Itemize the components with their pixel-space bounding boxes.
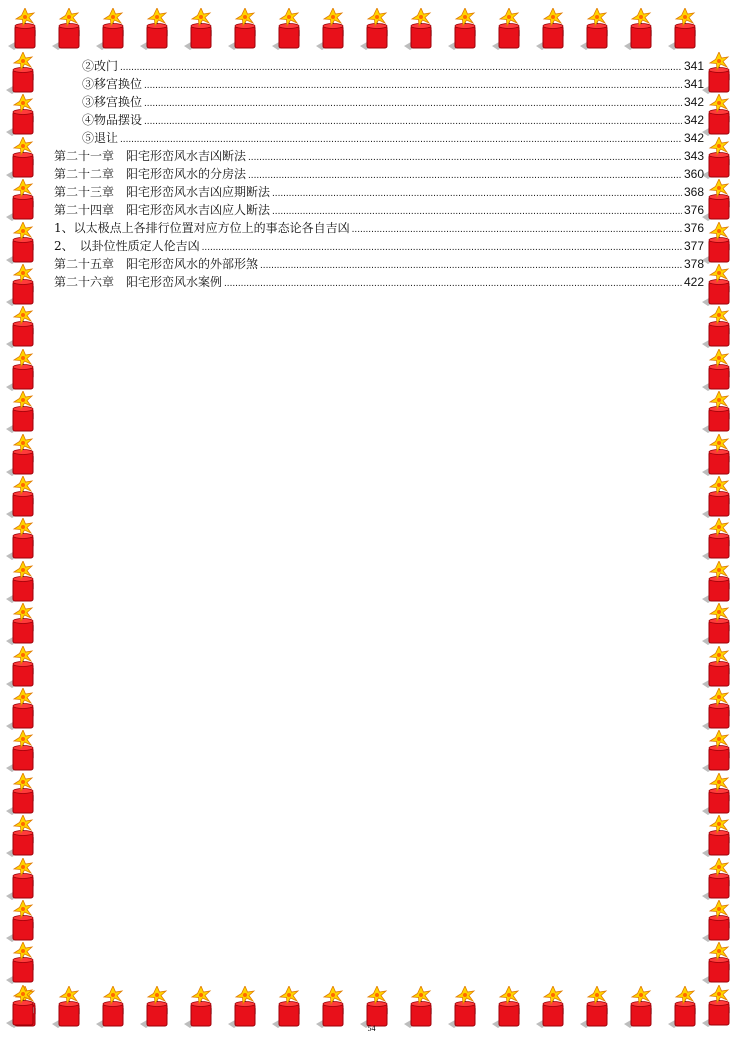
firecracker-icon	[4, 434, 44, 478]
firecracker-icon	[4, 603, 44, 647]
firecracker-icon	[4, 306, 44, 350]
firecracker-icon	[4, 518, 44, 562]
toc-entry[interactable]	[54, 255, 704, 273]
toc-entry-title: 第二十二章 阳宅形峦风水的分房法	[54, 167, 247, 181]
toc-entry-page: 422	[683, 275, 704, 289]
firecracker-icon	[700, 476, 740, 520]
toc-entry-title: 第二十五章 阳宅形峦风水的外部形煞	[54, 257, 259, 271]
firecracker-icon	[622, 8, 662, 52]
toc-dot-leader	[144, 111, 682, 131]
firecracker-icon	[490, 8, 530, 52]
firecracker-icon	[700, 349, 740, 393]
firecracker-icon	[4, 349, 44, 393]
firecracker-icon	[534, 8, 574, 52]
toc-entry-title: ③移宫换位	[82, 95, 143, 109]
toc-entry[interactable]	[54, 165, 704, 183]
firecracker-icon	[4, 942, 44, 986]
toc-entry-page: 342	[683, 95, 704, 109]
firecracker-icon	[4, 391, 44, 435]
firecracker-icon	[4, 900, 44, 944]
toc-entry-title: ②改门	[82, 59, 119, 73]
firecracker-icon	[700, 688, 740, 732]
firecracker-icon	[50, 8, 90, 52]
toc-entry-page: 378	[683, 257, 704, 271]
toc-entry[interactable]	[54, 219, 704, 237]
toc-entry-page: 377	[683, 239, 704, 253]
firecracker-icon	[4, 646, 44, 690]
firecracker-icon	[94, 8, 134, 52]
toc-entry-title: 1、以太极点上各排行位置对应方位上的事态论各自吉凶	[54, 221, 350, 235]
firecracker-icon	[226, 8, 266, 52]
page-number: 54	[367, 1024, 376, 1033]
firecracker-icon	[700, 222, 740, 266]
toc-entry-page: 342	[683, 131, 704, 145]
toc-dot-leader	[248, 147, 682, 167]
firecracker-icon	[138, 8, 178, 52]
firecracker-icon	[4, 561, 44, 605]
firecracker-icon	[666, 8, 706, 52]
toc-entry-title: ④物品摆设	[82, 113, 143, 127]
firecracker-icon	[578, 8, 618, 52]
toc-entry[interactable]	[54, 75, 704, 93]
firecracker-icon	[4, 476, 44, 520]
toc-dot-leader	[120, 57, 682, 77]
toc-entry[interactable]	[54, 147, 704, 165]
firecracker-icon	[700, 264, 740, 308]
toc-entry-title: 第二十四章 阳宅形峦风水吉凶应人断法	[54, 203, 271, 217]
toc-dot-leader	[352, 219, 682, 239]
firecracker-icon	[446, 8, 486, 52]
firecracker-icon	[270, 8, 310, 52]
toc-entry[interactable]	[54, 57, 704, 75]
firecracker-icon	[700, 52, 740, 96]
firecracker-icon	[700, 773, 740, 817]
firecracker-icon	[4, 688, 44, 732]
firecracker-icon	[4, 858, 44, 902]
toc-entry-title: ⑤退让	[82, 131, 119, 145]
firecracker-icon	[700, 603, 740, 647]
toc-entry-title: 第二十六章 阳宅形峦风水案例	[54, 275, 223, 289]
firecracker-icon	[402, 8, 442, 52]
toc-entry-title: 2、 以卦位性质定人伦吉凶	[54, 239, 200, 253]
table-of-contents	[54, 57, 704, 291]
toc-entry-page: 342	[683, 113, 704, 127]
firecracker-icon	[4, 179, 44, 223]
firecracker-icon	[4, 815, 44, 859]
firecracker-icon	[700, 179, 740, 223]
firecracker-icon	[700, 94, 740, 138]
firecracker-icon	[700, 985, 740, 1029]
firecracker-icon	[700, 561, 740, 605]
firecracker-icon	[700, 730, 740, 774]
firecracker-icon	[6, 8, 46, 52]
toc-entry-page: 341	[683, 77, 704, 91]
toc-entry-page: 341	[683, 59, 704, 73]
toc-entry-page: 368	[683, 185, 704, 199]
firecracker-icon	[4, 94, 44, 138]
firecracker-icon	[4, 985, 44, 1029]
toc-entry[interactable]	[54, 201, 704, 219]
toc-dot-leader	[248, 165, 682, 185]
firecracker-icon	[358, 8, 398, 52]
firecracker-icon	[314, 8, 354, 52]
firecracker-icon	[700, 306, 740, 350]
toc-entry[interactable]	[54, 129, 704, 147]
toc-dot-leader	[202, 237, 682, 257]
toc-dot-leader	[272, 183, 682, 203]
toc-dot-leader	[120, 129, 682, 149]
toc-dot-leader	[144, 75, 682, 95]
toc-dot-leader	[144, 93, 682, 113]
toc-entry-title: ③移宫换位	[82, 77, 143, 91]
toc-entry-page: 360	[683, 167, 704, 181]
firecracker-icon	[700, 391, 740, 435]
toc-entry-page: 343	[683, 149, 704, 163]
firecracker-icon	[700, 942, 740, 986]
toc-dot-leader	[224, 273, 682, 293]
firecracker-icon	[4, 137, 44, 181]
firecracker-icon	[700, 858, 740, 902]
toc-entry-title: 第二十一章 阳宅形峦风水吉凶断法	[54, 149, 247, 163]
firecracker-icon	[700, 434, 740, 478]
toc-entry[interactable]	[54, 111, 704, 129]
firecracker-icon	[700, 815, 740, 859]
firecracker-icon	[700, 900, 740, 944]
firecracker-icon	[4, 264, 44, 308]
toc-entry[interactable]	[54, 237, 704, 255]
firecracker-icon	[700, 137, 740, 181]
firecracker-icon	[4, 730, 44, 774]
firecracker-icon	[4, 773, 44, 817]
toc-entry-page: 376	[683, 203, 704, 217]
firecracker-icon	[700, 518, 740, 562]
firecracker-icon	[4, 222, 44, 266]
toc-entry-title: 第二十三章 阳宅形峦风水吉凶应期断法	[54, 185, 271, 199]
toc-entry[interactable]	[54, 93, 704, 111]
toc-dot-leader	[260, 255, 682, 275]
toc-entry[interactable]	[54, 273, 704, 291]
toc-entry[interactable]	[54, 183, 704, 201]
toc-dot-leader	[272, 201, 682, 221]
firecracker-icon	[4, 52, 44, 96]
firecracker-icon	[182, 8, 222, 52]
toc-entry-page: 376	[683, 221, 704, 235]
firecracker-icon	[700, 646, 740, 690]
